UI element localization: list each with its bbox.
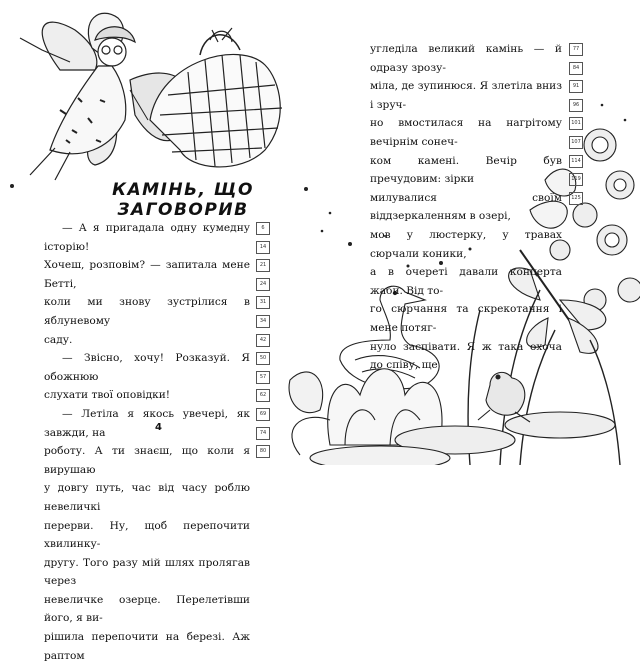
page-number: 4 — [155, 422, 162, 433]
word-counter: 80 — [256, 445, 270, 458]
word-counter: 125 — [569, 192, 583, 205]
text-line: другу. Того разу мій шлях пролягав через — [44, 556, 250, 588]
text-line: мов у люстерку, у травах сюрчали коники, — [370, 228, 562, 260]
word-counter: 77 — [569, 43, 583, 56]
word-counter: 119 — [569, 173, 583, 186]
word-counter: 31 — [256, 296, 270, 309]
text-line: а в очереті давали концерта жаби. Від то- — [370, 266, 562, 297]
word-counter: 114 — [569, 155, 583, 168]
text-line: ком камені. Вечір був пречудовим: зірки — [370, 154, 562, 186]
text-line: перерви. Ну, щоб перепочити хвилинку- — [44, 519, 250, 551]
text-line: милувалися своїм віддзеркаленням в озері, — [370, 191, 562, 223]
word-counter: 62 — [256, 389, 270, 402]
word-counter: 69 — [256, 408, 270, 421]
text-line: міла, де зупинюся. Я злетіла вниз і зруч- — [370, 80, 562, 111]
word-counter: 91 — [569, 80, 583, 93]
text-line: Хочеш, розповім? — запитала мене Бетті, — [44, 259, 250, 290]
chapter-title: КАМІНЬ, ЩО ЗАГОВОРИВ — [112, 180, 254, 220]
text-line: угледіла великий камінь — й одразу зрозу- — [370, 43, 562, 74]
text-line: нуло заспівати. Я ж така охоча до співу, ще — [370, 340, 562, 372]
text-line: у довгу путь, час від часу роблю невеличкі — [44, 482, 250, 513]
word-counter: 74 — [256, 427, 270, 440]
word-counter: 107 — [569, 136, 583, 149]
word-counter: 101 — [569, 117, 583, 130]
text-line: — Летіла я якось увечері, як завжди, на — [44, 407, 250, 439]
text-line: коли ми знову зустрілися в яблуневому — [44, 296, 250, 327]
text-line: саду. — [44, 333, 73, 346]
word-counter: 34 — [256, 315, 270, 328]
text-line: но вмостилася на нагрітому вечірнім сонеч- — [370, 117, 562, 148]
text-line: слухати твої оповідки! — [44, 389, 171, 402]
word-counter: 96 — [569, 99, 583, 112]
word-counter: 24 — [256, 278, 270, 291]
text-line: — Звісно, хочу! Розказуй. Я обожнюю — [44, 352, 250, 383]
left-page-text — [44, 219, 250, 665]
text-line: рішила перепочити на березі. Аж раптом — [44, 631, 250, 662]
word-counter: 84 — [569, 62, 583, 75]
word-counter: 57 — [256, 371, 270, 384]
text-line: невеличке озерце. Перелетівши його, я ви- — [44, 593, 250, 625]
text-line: роботу. А ти знаєш, що коли я вирушаю — [44, 445, 250, 476]
word-counter: 50 — [256, 352, 270, 365]
text-line: — А я пригадала одну кумедну історію! — [44, 222, 250, 253]
right-page-text — [370, 40, 562, 375]
word-counter: 14 — [256, 241, 270, 254]
word-counter: 21 — [256, 259, 270, 272]
text-line: го сюрчання та скрекотання і мене потяг- — [370, 303, 562, 334]
word-counter: 6 — [256, 222, 270, 235]
word-counter: 42 — [256, 334, 270, 347]
